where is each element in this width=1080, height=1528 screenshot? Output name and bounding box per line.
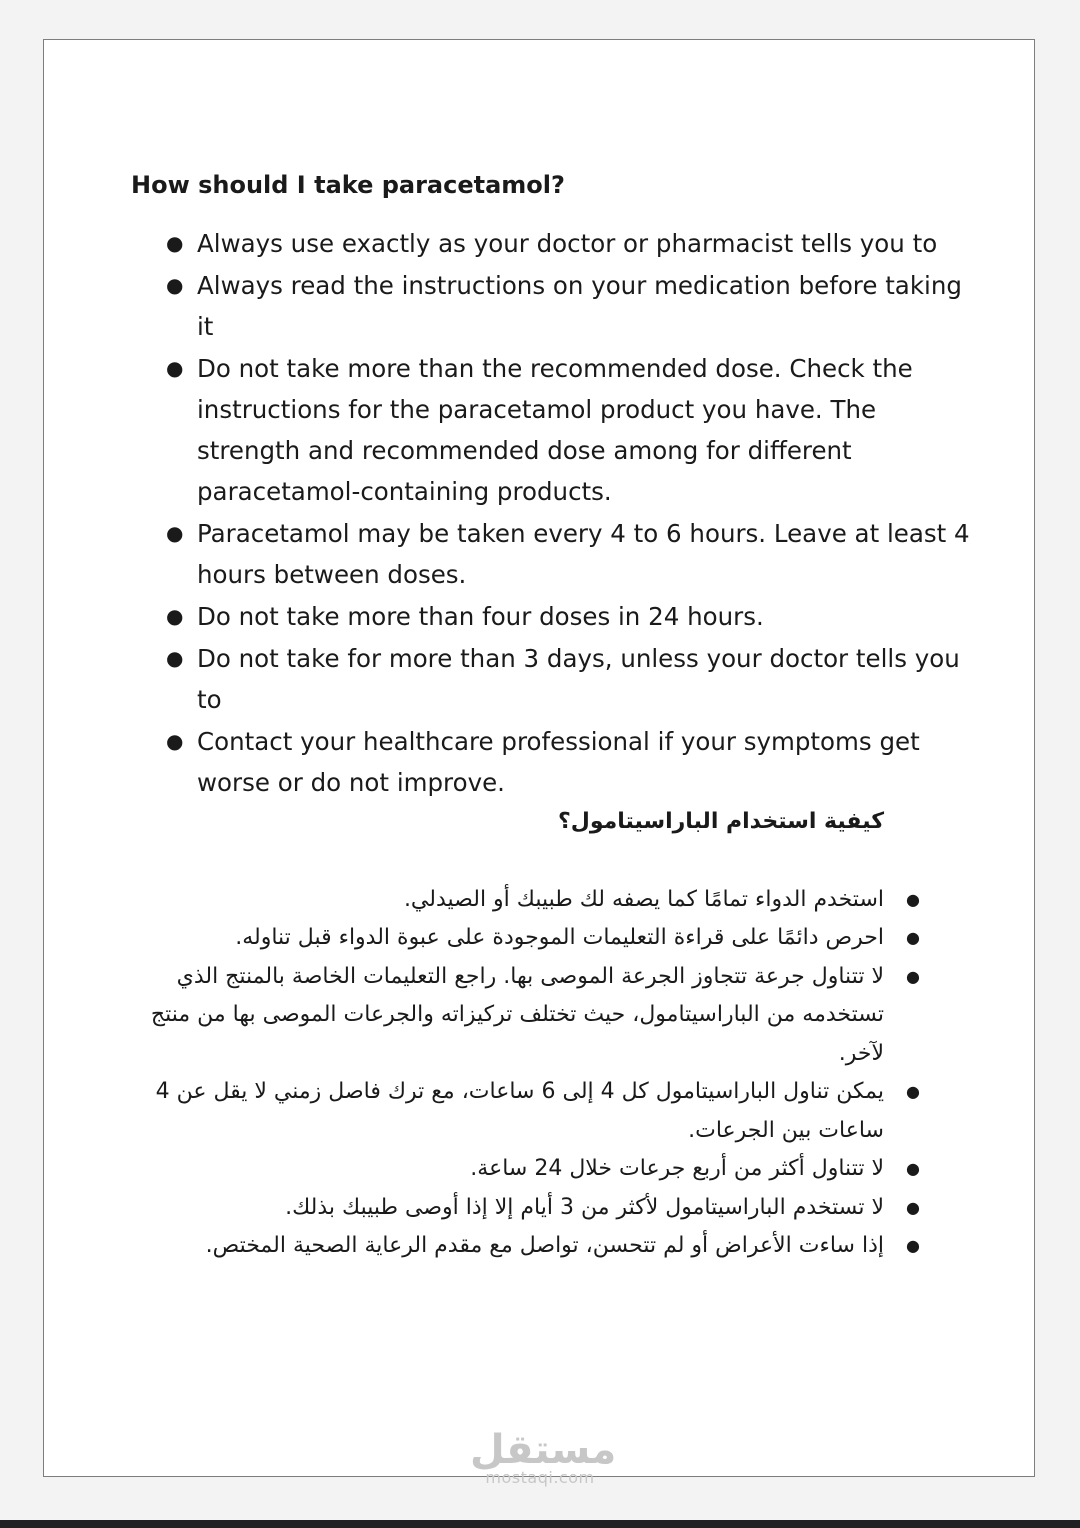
bullet-icon: ● <box>906 1159 920 1179</box>
mostaqi-watermark <box>470 1427 617 1487</box>
arabic-title: كيفية استخدام الباراسيتامول؟ <box>557 809 884 834</box>
list-item: ● Paracetamol may be taken every 4 to 6 hours. Leave at least 4 hours between doses. <box>131 513 971 595</box>
bullet-icon: ● <box>906 1197 920 1217</box>
list-item: ● استخدم الدواء تمامًا كما يصفه لك طبيبك أو الصيدلي. <box>124 881 884 920</box>
watermark-logo: مستقل <box>470 1427 617 1473</box>
bullet-icon: ● <box>166 729 184 754</box>
document-page <box>43 39 1035 1477</box>
list-item: ● احرص دائمًا على قراءة التعليمات الموجودة على عبوة الدواء قبل تناوله. <box>124 919 884 958</box>
list-item: ● لا تتناول أكثر من أربع جرعات خلال 24 ساعة. <box>124 1150 884 1189</box>
bottom-bar <box>0 1520 1080 1528</box>
list-item: ● يمكن تناول الباراسيتامول كل 4 إلى 6 ساعات، مع ترك فاصل زمني لا يقل عن 4 ساعات بين الجرعات. <box>124 1073 884 1150</box>
arabic-list <box>124 881 920 1266</box>
arabic-section <box>124 808 920 1266</box>
list-item: ● Always read the instructions on your medication before taking it <box>131 265 971 347</box>
bullet-icon: ● <box>906 1082 920 1102</box>
list-item: ● Do not take for more than 3 days, unless your doctor tells you to <box>131 638 971 720</box>
list-item: ● لا تتناول جرعة تتجاوز الجرعة الموصى بها. راجع التعليمات الخاصة بالمنتج الذي تستخدمه من الباراسيتامول، حيث تختلف تركيزاته والجرعات الموصى بها من منتج لآخر. <box>124 958 884 1074</box>
list-item: ● Do not take more than the recommended dose. Check the instructions for the paracetamol product you have. The strength and recommended dose among for different paracetamol-containing products. <box>131 348 971 512</box>
list-item: ● Always use exactly as your doctor or pharmacist tells you to <box>131 223 971 264</box>
english-title: How should I take paracetamol? <box>131 171 565 199</box>
list-item: ● Contact your healthcare professional if your symptoms get worse or do not improve. <box>131 721 971 803</box>
bullet-icon: ● <box>166 273 184 298</box>
list-item: ● Do not take more than four doses in 24 hours. <box>131 596 971 637</box>
bullet-icon: ● <box>166 604 184 629</box>
bullet-icon: ● <box>166 521 184 546</box>
bullet-icon: ● <box>906 889 920 909</box>
bullet-icon: ● <box>166 356 184 381</box>
watermark-url: mostaqi.com <box>485 1468 595 1487</box>
bullet-icon: ● <box>906 1236 920 1256</box>
english-list <box>131 223 971 803</box>
bullet-icon: ● <box>166 646 184 671</box>
bullet-icon: ● <box>906 966 920 986</box>
list-item: ● لا تستخدم الباراسيتامول لأكثر من 3 أيام إلا إذا أوصى طبيبك بذلك. <box>124 1189 884 1228</box>
bullet-icon: ● <box>906 928 920 948</box>
bullet-icon: ● <box>166 231 184 256</box>
list-item: ● إذا ساءت الأعراض أو لم تتحسن، تواصل مع مقدم الرعاية الصحية المختص. <box>124 1227 884 1266</box>
english-section <box>131 170 971 804</box>
